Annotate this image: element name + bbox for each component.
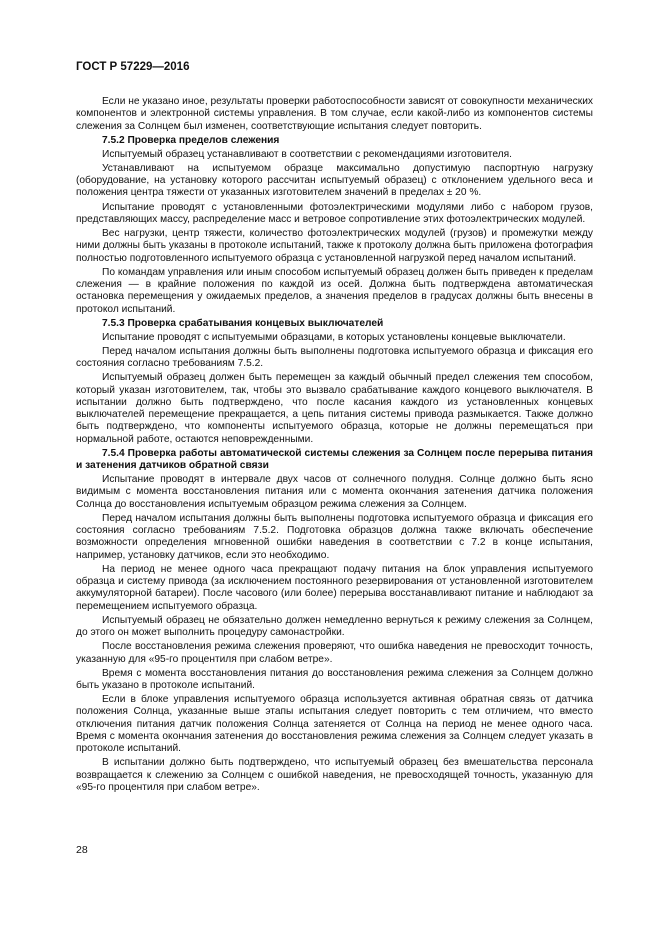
paragraph: По командам управления или иным способом испытуемый образец должен быть приведен к пределам слежения — в крайние положения по каждой из осей. Должна быть подтверждена автоматическая остановка перемещения у ожидаемых пределов, а значения пределов в градусах должны быть внесены в протокол испытаний. — [76, 266, 593, 315]
paragraph: В испытании должно быть подтверждено, что испытуемый образец без вмешательства персонала возвращается к слежению за Солнцем с ошибкой наведения, не превосходящей точность, указанную для «95-го процентиля при слабом ветре». — [76, 757, 593, 793]
paragraph: Испытуемый образец устанавливают в соответствии с рекомендациями изготовителя. — [102, 148, 512, 160]
paragraph: Испытание проводят в интервале двух часов от солнечного полудня. Солнце должно быть ясно видимым с момента восстановления питания или с момента окончания затенения датчика положения Солнца до восстановления испытуемым образцом режима слежения за Солнцем. — [76, 474, 593, 510]
paragraph: Испытуемый образец должен быть перемещен за каждый обычный предел слежения тем способом, который указан изготовителем, так, чтобы это вызвало срабатывание каждого концевого выключателя. В испытании должно быть подтверждено, что после касания каждого из установленных концевых выключателей перемещение прекращается, а цепь питания системы привода размыкается. Также должно быть подтверждено, что компоненты испытуемого образца, которые не должны перемещаться при нормальной работе, остаются неповрежденными. — [76, 372, 593, 445]
document-body — [76, 96, 593, 796]
paragraph: Если в блоке управления испытуемого образца используется активная обратная связь от датчика положения Солнца, указанные выше этапы испытания следует повторить с тем отличием, что вместо отключения питания датчик положения Солнца затеняется от Солнца на период не менее одного часа. Время с момента окончания затенения до восстановления режима слежения за Солнцем следует указать в протоколе испытаний. — [76, 694, 593, 755]
paragraph: После восстановления режима слежения проверяют, что ошибка наведения не превосходит точность, указанную для «95-го процентиля при слабом ветре». — [76, 641, 593, 665]
paragraph: Испытуемый образец не обязательно должен немедленно вернуться к режиму слежения за Солнцем, до этого он может выполнить процедуру самонастройки. — [76, 614, 593, 639]
paragraph: Время с момента восстановления питания до восстановления режима слежения за Солнцем должно быть указано в протоколе испытаний. — [76, 667, 593, 691]
section-heading-7-5-3: 7.5.3 Проверка срабатывания концевых выключателей — [102, 317, 384, 329]
page-number: 28 — [76, 844, 88, 856]
document-header: ГОСТ Р 57229—2016 — [76, 61, 190, 73]
paragraph: Вес нагрузки, центр тяжести, количество фотоэлектрических модулей (грузов) и промежутки между ними должны быть указаны в протоколе испытаний, также к протоколу должна быть приложена фотография полностью подготовленного испытуемого образца с установленной нагрузкой перед началом испытаний. — [76, 227, 593, 264]
section-heading-7-5-2: 7.5.2 Проверка пределов слежения — [102, 134, 280, 146]
paragraph: Испытание проводят с установленными фотоэлектрическими модулями либо с набором грузов, представляющих массу, распределение масс и ветровое сопротивление этих фотоэлектрических модулей. — [76, 201, 593, 225]
paragraph: Если не указано иное, результаты проверки работоспособности зависят от совокупности механических компонентов и электронной системы управления. В том случае, если какой-либо из компонентов системы слежения за Солнцем был изменен, соответствующие испытания следует повторить. — [76, 96, 593, 132]
paragraph: Перед началом испытания должны быть выполнены подготовка испытуемого образца и фиксация его состояния согласно требованиям 7.5.2. — [76, 345, 593, 370]
paragraph: Перед началом испытания должны быть выполнены подготовка испытуемого образца и фиксация его состояния согласно требованиям 7.5.2. Подготовка образцов должна также включать обеспечение возможности определения мгновенной ошибки наведения в соответствии с 7.2 в конце испытания, например, установку датчиков, если это необходимо. — [76, 512, 593, 561]
paragraph: Испытание проводят с испытуемыми образцами, в которых установлены концевые выключатели. — [102, 331, 566, 343]
paragraph: Устанавливают на испытуемом образце максимально допустимую паспортную нагрузку (оборудование, на установку которого рассчитан испытуемый образец) с отклонением удельного веса и положения центра тяжести от указанных изготовителем значений в пределах ± 20 %. — [76, 162, 593, 199]
section-heading-7-5-4: 7.5.4 Проверка работы автоматической системы слежения за Солнцем после перерыва питания и затенения датчиков обратной связи — [76, 447, 593, 472]
paragraph: На период не менее одного часа прекращают подачу питания на блок управления испытуемого образца и систему привода (за исключением постоянного резервирования от установленной изготовителем аккумуляторной батареи). После часового (или более) перерыва восстанавливают питание и наблюдают за перемещением испытуемого образца. — [76, 563, 593, 612]
